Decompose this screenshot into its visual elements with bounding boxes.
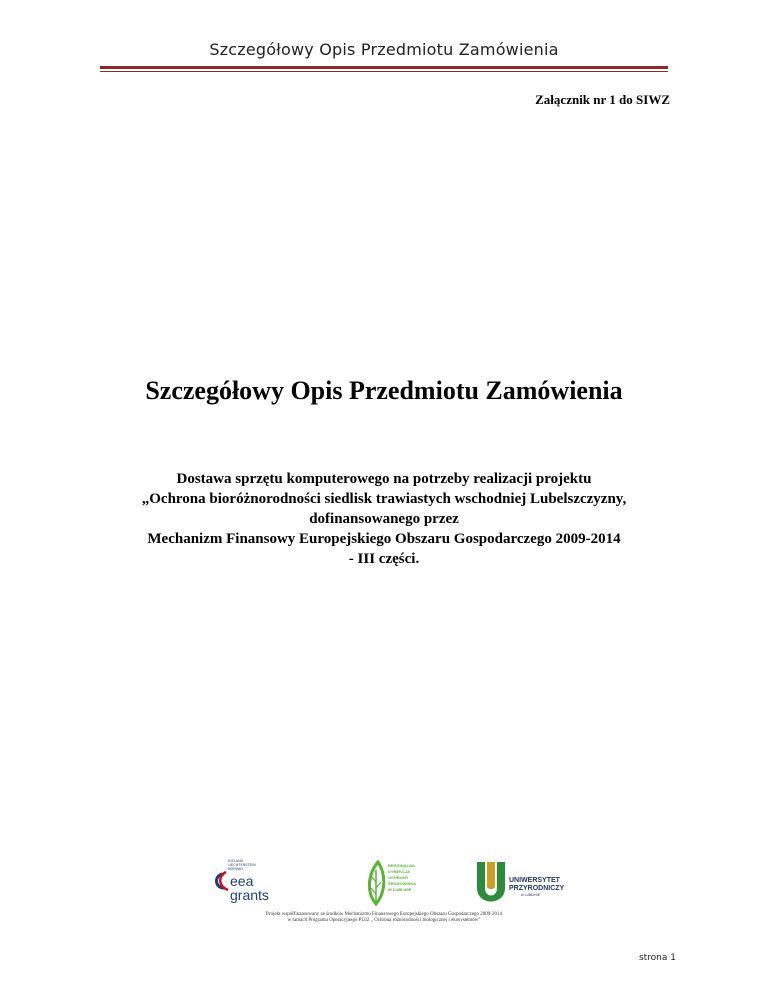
- rdos-line-2: DYREKCJA: [388, 869, 411, 874]
- subtitle-line: Mechanizm Finansowy Europejskiego Obszaru Gospodarczego 2009-2014: [147, 531, 621, 547]
- subtitle-line: „Ochrona bioróżnorodności siedlisk trawiastych wschodniej Lubelszczyzny,: [141, 491, 627, 507]
- funding-footnote: [0, 912, 768, 924]
- up-line-2: PRZYRODNICZY: [509, 885, 565, 892]
- header-rule: [100, 66, 668, 69]
- rdos-line-4: ŚRODOWISKA: [388, 881, 416, 886]
- eea-small-3: NORWAY: [228, 867, 244, 871]
- header-title: Szczegółowy Opis Przedmiotu Zamówienia: [209, 40, 559, 59]
- grants-word: grants: [230, 887, 269, 903]
- rdos-line-5: W LUBLINIE: [388, 887, 412, 892]
- rdos-line-3: OCHRONY: [388, 875, 409, 880]
- subtitle-line: dofinansowanego przez: [309, 511, 459, 527]
- eea-word: eea: [230, 873, 254, 889]
- header-rule-thin: [100, 71, 668, 72]
- rdos-line-1: REGIONALNA: [388, 863, 415, 868]
- rdos-logo: [364, 858, 424, 908]
- up-lublin-logo: [475, 858, 565, 908]
- eea-small-2: LIECHTENSTEIN: [228, 863, 256, 867]
- footnote-line: Projekt współfinansowany ze środków Mechanizmu Finansowego Europejskiego Obszaru Gospodarczego 2009-2014: [266, 912, 502, 917]
- subtitle-line: Dostawa sprzętu komputerowego na potrzeby realizacji projektu: [176, 471, 592, 487]
- subtitle-line: - III części.: [348, 551, 420, 567]
- footnote-line: w ramach Programu Operacyjnego PL02 „ Ochrona różnorodności biologicznej i ekosystemów”: [287, 918, 481, 923]
- annex-label: Załącznik nr 1 do SIWZ: [535, 92, 670, 107]
- up-line-3: w LUBLINIE: [521, 893, 541, 897]
- page-number: strona 1: [638, 953, 676, 963]
- eea-grants-logo: [210, 858, 280, 906]
- subtitle: [0, 469, 768, 569]
- sponsor-logos: [0, 858, 768, 908]
- up-line-1: UNIWERSYTET: [509, 877, 560, 884]
- main-title: Szczegółowy Opis Przedmiotu Zamówienia: [145, 376, 623, 405]
- eea-small-1: ICELAND: [228, 859, 244, 863]
